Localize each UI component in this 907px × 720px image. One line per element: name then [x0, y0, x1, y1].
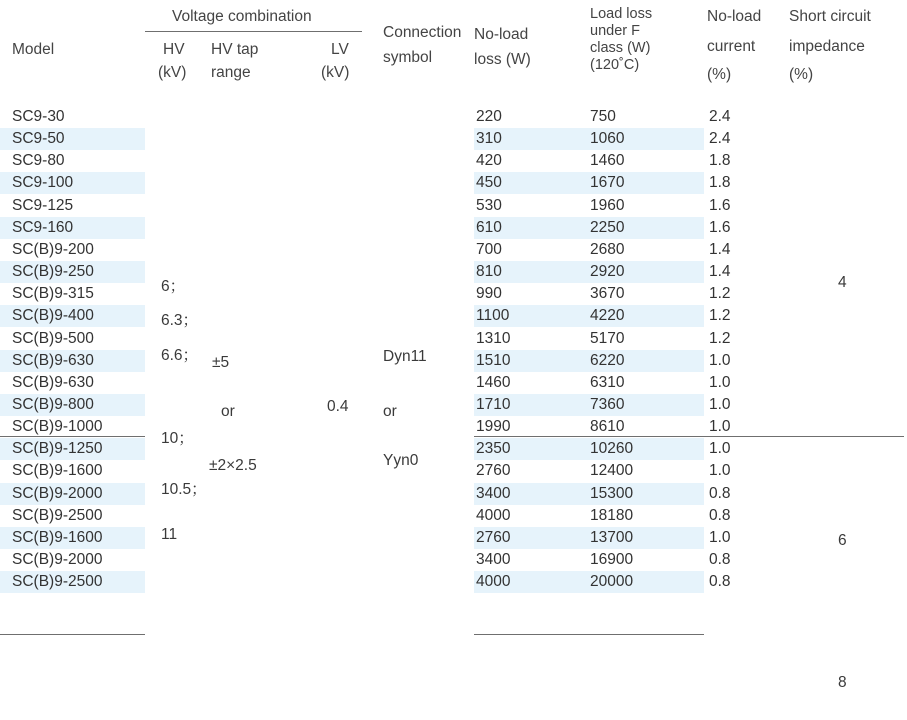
- noload-current-cell: 1.6: [709, 219, 731, 236]
- hv-value-3: 6.6；: [161, 347, 199, 364]
- noload-loss-cell: 1310: [476, 330, 511, 347]
- model-cell: SC9-125: [12, 197, 74, 214]
- noload-loss-cell: 1710: [476, 396, 511, 413]
- header-connection: Connection: [383, 24, 462, 41]
- model-cell: SC(B)9-1250: [12, 440, 103, 457]
- header-lv: LV: [331, 41, 349, 58]
- load-loss-cell: 1460: [590, 152, 625, 169]
- impedance-group-3: 8: [838, 674, 847, 691]
- model-cell: SC(B)9-400: [12, 307, 94, 324]
- row-band-values: [474, 128, 704, 150]
- group-separator-1: [0, 436, 145, 437]
- noload-loss-cell: 4000: [476, 573, 511, 590]
- header-hv-tap-range: range: [211, 64, 251, 81]
- model-cell: SC(B)9-630: [12, 352, 94, 369]
- load-loss-cell: 12400: [590, 462, 634, 479]
- noload-loss-cell: 220: [476, 108, 502, 125]
- noload-current-cell: 1.0: [709, 529, 731, 546]
- model-cell: SC(B)9-315: [12, 285, 94, 302]
- noload-loss-cell: 990: [476, 285, 502, 302]
- noload-current-cell: 1.0: [709, 374, 731, 391]
- header-impedance-unit: (%): [789, 66, 814, 83]
- header-lv-unit: (kV): [321, 64, 350, 81]
- noload-current-cell: 2.4: [709, 130, 731, 147]
- noload-current-cell: 0.8: [709, 485, 731, 502]
- load-loss-cell: 15300: [590, 485, 634, 502]
- noload-loss-cell: 610: [476, 219, 502, 236]
- model-cell: SC(B)9-2000: [12, 485, 103, 502]
- model-cell: SC(B)9-2500: [12, 507, 103, 524]
- noload-loss-cell: 4000: [476, 507, 511, 524]
- group-separator-1b: [474, 436, 904, 437]
- header-noload-current: No-load: [707, 8, 762, 25]
- tap-range-1: ±5: [212, 354, 230, 371]
- model-cell: SC9-160: [12, 219, 74, 236]
- header-load-loss-2: under F: [590, 23, 640, 39]
- header-load-loss-4: (120˚C): [590, 57, 640, 73]
- header-hv: HV: [163, 41, 185, 58]
- model-cell: SC(B)9-2500: [12, 573, 103, 590]
- header-hv-tap: HV tap: [211, 41, 259, 58]
- load-loss-cell: 18180: [590, 507, 634, 524]
- noload-current-cell: 0.8: [709, 573, 731, 590]
- group-separator-2b: [474, 634, 704, 635]
- noload-loss-cell: 810: [476, 263, 502, 280]
- header-impedance-2: impedance: [789, 38, 865, 55]
- lv-value: 0.4: [327, 398, 349, 415]
- model-cell: SC(B)9-200: [12, 241, 94, 258]
- header-noload-loss-unit: loss (W): [474, 51, 531, 68]
- noload-current-cell: 1.0: [709, 440, 731, 457]
- noload-loss-cell: 1460: [476, 374, 511, 391]
- model-cell: SC9-100: [12, 174, 74, 191]
- tap-range-2: ±2×2.5: [209, 457, 257, 474]
- load-loss-cell: 7360: [590, 396, 625, 413]
- header-model: Model: [12, 41, 55, 58]
- tap-range-or: or: [221, 403, 235, 420]
- model-cell: SC(B)9-1000: [12, 418, 103, 435]
- header-impedance: Short circuit: [789, 8, 871, 25]
- hv-value-1: 6；: [161, 278, 186, 295]
- noload-current-cell: 2.4: [709, 108, 731, 125]
- noload-current-cell: 0.8: [709, 551, 731, 568]
- load-loss-cell: 5170: [590, 330, 625, 347]
- connection-2: Yyn0: [383, 452, 419, 469]
- model-cell: SC(B)9-250: [12, 263, 94, 280]
- model-cell: SC9-50: [12, 130, 65, 147]
- load-loss-cell: 13700: [590, 529, 634, 546]
- noload-current-cell: 1.8: [709, 174, 731, 191]
- load-loss-cell: 2250: [590, 219, 625, 236]
- noload-current-cell: 1.8: [709, 152, 731, 169]
- voltage-combination-rule: [145, 31, 362, 32]
- noload-loss-cell: 2760: [476, 529, 511, 546]
- noload-loss-cell: 420: [476, 152, 502, 169]
- noload-current-cell: 1.2: [709, 307, 731, 324]
- row-band-values: [474, 261, 704, 283]
- header-load-loss-1: Load loss: [590, 6, 653, 22]
- load-loss-cell: 10260: [590, 440, 634, 457]
- header-noload-current-unit: (%): [707, 66, 732, 83]
- group-separator-2: [0, 634, 145, 635]
- hv-value-4: 10；: [161, 430, 194, 447]
- noload-loss-cell: 530: [476, 197, 502, 214]
- load-loss-cell: 750: [590, 108, 616, 125]
- load-loss-cell: 16900: [590, 551, 634, 568]
- connection-or: or: [383, 403, 397, 420]
- noload-loss-cell: 3400: [476, 485, 511, 502]
- connection-1: Dyn11: [383, 348, 427, 365]
- row-band-values: [474, 217, 704, 239]
- noload-loss-cell: 310: [476, 130, 502, 147]
- load-loss-cell: 1670: [590, 174, 625, 191]
- model-cell: SC(B)9-800: [12, 396, 94, 413]
- noload-loss-cell: 450: [476, 174, 502, 191]
- hv-value-2: 6.3；: [161, 312, 199, 329]
- load-loss-cell: 6220: [590, 352, 625, 369]
- load-loss-cell: 20000: [590, 573, 634, 590]
- header-hv-unit: (kV): [158, 64, 187, 81]
- load-loss-cell: 6310: [590, 374, 625, 391]
- noload-loss-cell: 700: [476, 241, 502, 258]
- noload-loss-cell: 1990: [476, 418, 511, 435]
- model-cell: SC(B)9-630: [12, 374, 94, 391]
- noload-current-cell: 1.2: [709, 330, 731, 347]
- model-cell: SC(B)9-1600: [12, 462, 103, 479]
- model-cell: SC(B)9-1600: [12, 529, 103, 546]
- model-cell: SC9-30: [12, 108, 65, 125]
- load-loss-cell: 8610: [590, 418, 625, 435]
- load-loss-cell: 2920: [590, 263, 625, 280]
- noload-current-cell: 1.2: [709, 285, 731, 302]
- noload-loss-cell: 2760: [476, 462, 511, 479]
- noload-loss-cell: 1510: [476, 352, 511, 369]
- header-load-loss-3: class (W): [590, 40, 651, 56]
- model-cell: SC(B)9-2000: [12, 551, 103, 568]
- noload-loss-cell: 2350: [476, 440, 511, 457]
- noload-current-cell: 0.8: [709, 507, 731, 524]
- noload-current-cell: 1.0: [709, 396, 731, 413]
- header-noload-loss: No-load: [474, 26, 529, 43]
- header-voltage-combination: Voltage combination: [172, 8, 312, 25]
- noload-current-cell: 1.0: [709, 352, 731, 369]
- noload-loss-cell: 1100: [476, 307, 510, 324]
- load-loss-cell: 1960: [590, 197, 625, 214]
- load-loss-cell: 4220: [590, 307, 625, 324]
- hv-value-6: 11: [161, 526, 178, 543]
- hv-value-5: 10.5；: [161, 481, 207, 498]
- noload-current-cell: 1.4: [709, 263, 731, 280]
- load-loss-cell: 1060: [590, 130, 625, 147]
- noload-current-cell: 1.0: [709, 418, 731, 435]
- header-noload-current-2: current: [707, 38, 756, 55]
- impedance-group-1: 4: [838, 274, 847, 291]
- header-connection-symbol: symbol: [383, 49, 433, 66]
- model-cell: SC(B)9-500: [12, 330, 94, 347]
- model-cell: SC9-80: [12, 152, 65, 169]
- noload-current-cell: 1.0: [709, 462, 731, 479]
- load-loss-cell: 2680: [590, 241, 625, 258]
- noload-loss-cell: 3400: [476, 551, 511, 568]
- load-loss-cell: 3670: [590, 285, 625, 302]
- noload-current-cell: 1.6: [709, 197, 731, 214]
- row-band-values: [474, 172, 704, 194]
- noload-current-cell: 1.4: [709, 241, 731, 258]
- impedance-group-2: 6: [838, 532, 847, 549]
